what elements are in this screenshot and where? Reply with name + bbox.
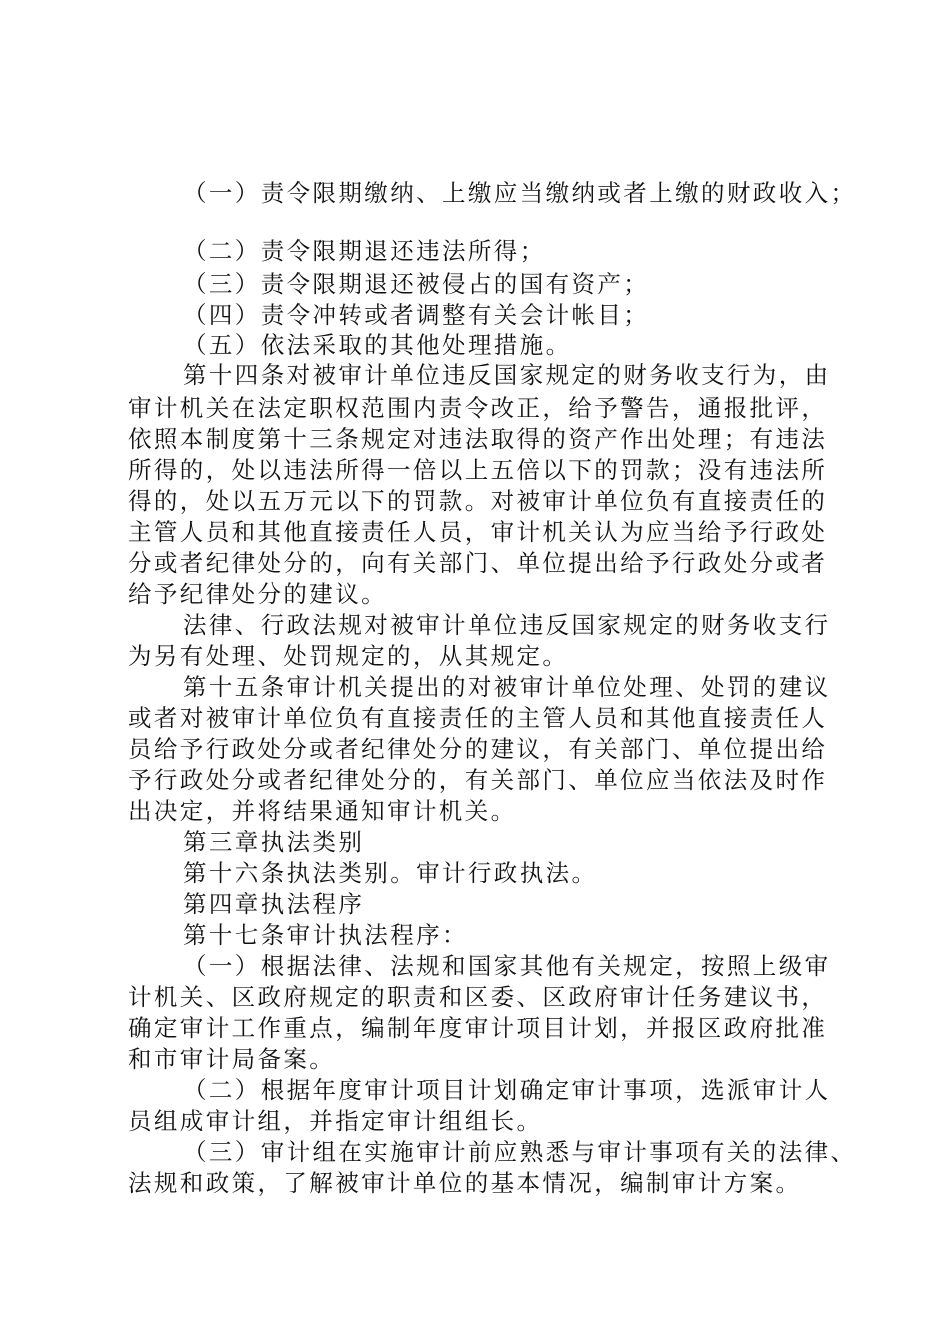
text-line: 法规和政策，了解被审计单位的基本情况，编制审计方案。 <box>128 1169 802 1197</box>
text-line: 或者对被审计单位负有直接责任的主管人员和其他直接责任人 <box>128 704 828 732</box>
text-line: （四）责令冲转或者调整有关会计帐目； <box>183 301 650 329</box>
text-line: 第三章执法类别 <box>183 828 365 856</box>
text-line: 确定审计工作重点，编制年度审计项目计划，并报区政府批准 <box>128 1014 828 1042</box>
text-line: 得的，处以五万元以下的罚款。对被审计单位负有直接责任的 <box>128 487 828 515</box>
text-line: 第十四条对被审计单位违反国家规定的财务收支行为，由 <box>183 361 831 389</box>
text-line: 审计机关在法定职权范围内责令改正，给予警告，通报批评， <box>128 394 828 422</box>
text-line: 员给予行政处分或者纪律处分的建议，有关部门、单位提出给 <box>128 735 828 763</box>
text-line: （二）责令限期退还违法所得； <box>183 237 546 265</box>
text-line: 分或者纪律处分的，向有关部门、单位提出给予行政处分或者 <box>128 549 828 577</box>
text-line: 法律、行政法规对被审计单位违反国家规定的财务收支行 <box>183 611 831 639</box>
text-line: （一）根据法律、法规和国家其他有关规定，按照上级审 <box>183 952 831 980</box>
text-line: 主管人员和其他直接责任人员，审计机关认为应当给予行政处 <box>128 518 828 546</box>
text-line: 计机关、区政府规定的职责和区委、区政府审计任务建议书， <box>128 983 828 1011</box>
text-line: （三）责令限期退还被侵占的国有资产； <box>183 270 650 298</box>
text-line: 给予纪律处分的建议。 <box>128 580 387 608</box>
text-line: （一）责令限期缴纳、上缴应当缴纳或者上缴的财政收入； <box>183 179 857 207</box>
text-line: 和市审计局备案。 <box>128 1045 336 1073</box>
text-line: 所得的，处以违法所得一倍以上五倍以下的罚款；没有违法所 <box>128 456 828 484</box>
text-line: 出决定，并将结果通知审计机关。 <box>128 797 517 825</box>
text-line: 依照本制度第十三条规定对违法取得的资产作出处理；有违法 <box>128 425 828 453</box>
text-line: 第十六条执法类别。审计行政执法。 <box>183 859 598 887</box>
text-line: 第十五条审计机关提出的对被审计单位处理、处罚的建议 <box>183 673 831 701</box>
text-line: （二）根据年度审计项目计划确定审计事项，选派审计人 <box>183 1076 831 1104</box>
text-line: 为另有处理、处罚规定的，从其规定。 <box>128 642 569 670</box>
text-line: （五）依法采取的其他处理措施。 <box>183 331 572 359</box>
text-line: 予行政处分或者纪律处分的，有关部门、单位应当依法及时作 <box>128 766 828 794</box>
text-line: 第四章执法程序 <box>183 890 365 918</box>
text-line: （三）审计组在实施审计前应熟悉与审计事项有关的法律、 <box>183 1138 857 1166</box>
text-line: 员组成审计组，并指定审计组组长。 <box>128 1107 543 1135</box>
text-line: 第十七条审计执法程序： <box>183 921 468 949</box>
